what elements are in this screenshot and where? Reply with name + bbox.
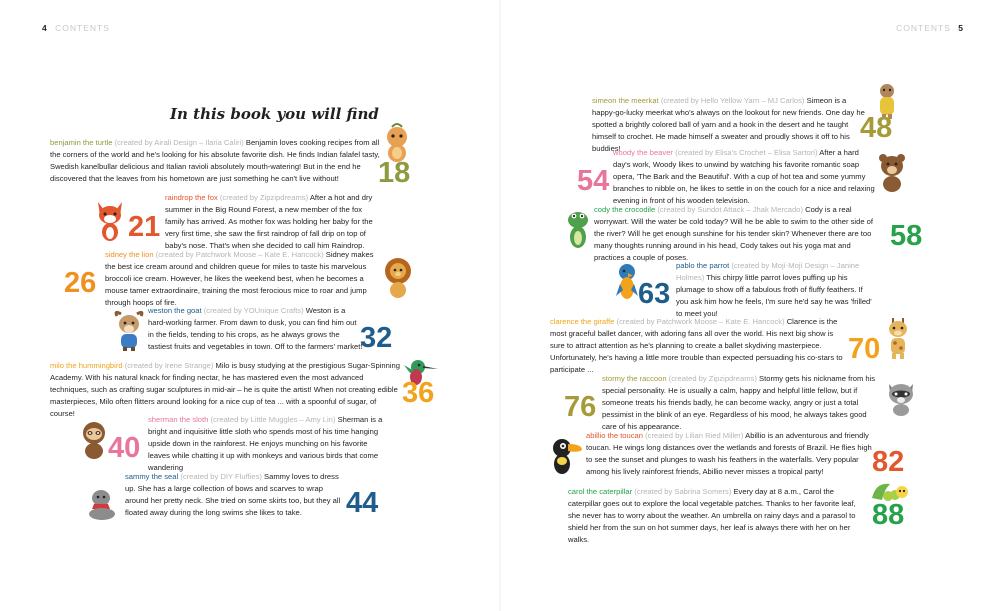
entry-name: simeon the meerkat	[592, 96, 659, 105]
entry-name: stormy the raccoon	[602, 374, 667, 383]
folio-right-number: 5	[958, 23, 964, 33]
folio-right	[896, 23, 968, 33]
entry-raindrop-the-fox	[165, 192, 380, 252]
page-number: 58	[890, 220, 923, 252]
entry-text: Simeon is a happy-go-lucky meerkat who's always on the lookout for new friends. One day he spotted a brightly colored ball of yarn and a hook in the desert and he taught himself to crochet. He made himself a sweater and proudly shows it off to his buddies!	[592, 96, 865, 153]
folio-left-number: 4	[42, 23, 48, 33]
entry-pablo-the-parrot	[676, 260, 876, 320]
entry-sidney-the-lion	[105, 249, 380, 309]
entry-name: sidney the lion	[105, 250, 154, 259]
crocodile-icon	[564, 210, 592, 250]
page-number: 63	[638, 278, 671, 310]
entry-credit: (created by Mojí-Mojí Design – Janine Holmes)	[676, 261, 860, 282]
page-number: 70	[848, 333, 881, 365]
entry-text: Cody is a real worrywart. Will the water be cold today? Will he be able to swim to the other side of the river? Will he get enough sunshine for his tender skin? Whenever there are too many thoughts running around in his head, Cody takes out his yoga mat and practices a couple of poses.	[594, 205, 873, 262]
entry-name: clarence the giraffe	[550, 317, 615, 326]
entry-cody-the-crocodile	[594, 204, 874, 264]
entry-name: pablo the parrot	[676, 261, 730, 270]
entry-milo-the-hummingbird	[50, 360, 400, 420]
entry-credit: (created by Sabrina Somers)	[634, 487, 732, 496]
page-number: 88	[872, 499, 905, 531]
entry-text: After a hard day's work, Woody likes to unwind by watching his favorite romantic soap opera, 'The Bark and the Beautiful'. With a cup of hot tea and some yummy branches to nibble on, he likes to settle in on the couch for a nice and relaxing evening in front of his wooden television.	[613, 148, 875, 205]
entry-text: Sidney makes the best ice cream around and children queue for miles to taste his marvelous broccoli ice cream. However, he likes the weekend best, when he becomes a mouse tamer extraordinaire, training the most ferocious mice to roar and jump through hoops of fire.	[105, 250, 374, 307]
entry-text: Sammy loves to dress up. She has a large collection of bows and scarves to wrap around her pretty neck. She tried on some skirts too, but they all floated away during the long swims she likes to take.	[125, 472, 341, 517]
page-number: 36	[402, 377, 435, 409]
toucan-icon	[550, 436, 584, 476]
page-number: 32	[360, 322, 393, 354]
entry-text: Abillio is an adventurous and friendly toucan. He wings long distances over the wetlands and forests of Brazil. He flies high to see the sunset and plunges to wash his feathers in the waterfalls. Very popular among his lively rainforest friends, Abillio never misses a tropical party!	[586, 431, 872, 476]
entry-name: milo the hummingbird	[50, 361, 123, 370]
entry-name: sherman the sloth	[148, 415, 209, 424]
beaver-icon	[876, 152, 908, 192]
entry-text: Benjamin loves cooking recipes from all the corners of the world and he's looking for his absolute favorite dish. He finds Indian falafel tasty, Swedish kanelbullar delicious and Italian ravioli absolutely mouth-watering! But in the end he discovered that the leaves from his hometown are just something he can't live without!	[50, 138, 380, 183]
entry-text: Stormy gets his nickname from his special personality. He is usually a calm, happy and helpful little fellow, but if someone treats his friends badly, he can become wacky, angry or just a total pessimist in the blink of an eye. Regardless of his mood, he always takes good care of his appearance.	[602, 374, 876, 431]
entry-weston-the-goat	[148, 305, 363, 353]
entry-text: Clarence is the most graceful ballet dancer, with adoring fans all over the world. His next big show is sure to attract attention as he's planning to create a ballet skydiving masterpiece. Unfortunately, he's having a little more trouble than expected persuading his co-stars to participate ...	[550, 317, 843, 374]
entry-name: benjamin the turtle	[50, 138, 113, 147]
page-number: 48	[860, 112, 893, 144]
entry-sammy-the-seal	[125, 471, 345, 519]
entry-sherman-the-sloth	[148, 414, 383, 474]
entry-clarence-the-giraffe	[550, 316, 845, 376]
giraffe-icon	[884, 318, 912, 360]
page-number: 21	[128, 211, 161, 243]
sloth-icon	[78, 420, 110, 460]
entry-credit: (created by YOUnique Crafts)	[203, 306, 304, 315]
entry-credit: (created by Lilian Ried Miller)	[645, 431, 744, 440]
entry-stormy-the-raccoon	[602, 373, 880, 433]
fox-icon	[94, 198, 126, 242]
entry-name: sammy the seal	[125, 472, 179, 481]
entry-text: After a hot and dry summer in the Big Round Forest, a new member of the fox family has arrived. As mother fox was holding her baby for the very first time, she saw the first raindrop of fall drip on top of baby's nose. That's when she decided to call him Raindrop.	[165, 193, 373, 250]
goat-icon	[112, 310, 146, 352]
lion-icon	[382, 256, 414, 298]
page-number: 26	[64, 267, 97, 299]
page-number: 76	[564, 391, 597, 423]
entry-credit: (created by Patchwork Moose – Kate E. Hancock)	[616, 317, 785, 326]
page-number: 82	[872, 446, 905, 478]
folio-left-label: CONTENTS	[55, 23, 110, 33]
entry-text: This chirpy little parrot loves puffing up his plumage to show off a fabulous froth of fluffy feathers. If you ask him how he feels, I'm sure he'd say he was 'frilled' to meet you!	[676, 272, 872, 318]
entry-credit: (created by Elisa's Crochet – Elisa Sartori)	[675, 148, 818, 157]
page-number: 54	[577, 165, 610, 197]
entry-name: woody the beaver	[613, 148, 673, 157]
entry-credit: (created by Little Muggles – Amy Lin)	[210, 415, 336, 424]
folio-right-label: CONTENTS	[896, 23, 951, 33]
entry-simeon-the-meerkat	[592, 95, 867, 155]
entry-name: weston the goat	[148, 306, 202, 315]
raccoon-icon	[884, 380, 918, 416]
entry-benjamin-the-turtle	[50, 137, 380, 185]
entry-credit: (created by Hello Yellow Yarn – MJ Carlos)	[660, 96, 805, 105]
entry-credit: (created by Patchwork Moose – Kate E. Hancock)	[155, 250, 324, 259]
entry-text: Sherman is a bright and inquisitive little sloth who spends most of his time hanging upside down in the rainforest. He enjoys munching on his favorite leaves while chatting it up with monkeys and various birds that come wandering	[148, 415, 383, 472]
entry-name: raindrop the fox	[165, 193, 218, 202]
entry-woody-the-beaver	[613, 147, 875, 207]
entry-text: Every day at 8 a.m., Carol the caterpillar goes out to explore the local vegetable patches. Thanks to her favorite leaf, she never has to worry about the weather. An umbrella on rainy days and a parasol to shield her from the sun on hot summer days, her leaf is always there with her on her walks.	[568, 487, 856, 544]
entry-abillio-the-toucan	[586, 430, 876, 478]
parrot-icon	[614, 262, 640, 302]
entry-credit: (created by DIY Fluffies)	[180, 472, 262, 481]
entry-text: Weston is a hard-working farmer. From dawn to dusk, you can find him out in the fields, tending to his crops, as he always grows the tastiest fruits and vegetables in town. Off to the farmers' market!	[148, 306, 363, 351]
contents-heading: In this book you will find	[170, 105, 379, 123]
entry-text: Milo is busy studying at the prestigious Sugar-Spinning Academy. With his natural knack for finding nectar, he has mastered even the most advanced techniques, such as crafting sugar sculptures in mid-air – he is quite the artist! When not creating edible masterpieces, Milo often flitters around looking for a nice cup of tea ... with a spoonful of sugar, of course!	[50, 361, 400, 418]
entry-name: abillio the toucan	[586, 431, 643, 440]
page-number: 18	[378, 157, 411, 189]
page-gutter	[499, 0, 501, 611]
entry-credit: (created by Sundot Attack – Jhak Mercado)	[657, 205, 803, 214]
folio-left	[38, 23, 110, 33]
entry-credit: (created by Zipzipdreams)	[219, 193, 309, 202]
page-number: 40	[108, 432, 141, 464]
entry-credit: (created by Irene Strange)	[124, 361, 214, 370]
entry-name: carol the caterpillar	[568, 487, 633, 496]
entry-credit: (created by Airali Design – Ilaria Caliri)	[114, 138, 244, 147]
page-number: 44	[346, 487, 379, 519]
entry-credit: (created by Zipzipdreams)	[668, 374, 757, 383]
seal-icon	[86, 487, 118, 521]
entry-carol-the-caterpillar	[568, 486, 868, 546]
entry-name: cody the crocodile	[594, 205, 656, 214]
